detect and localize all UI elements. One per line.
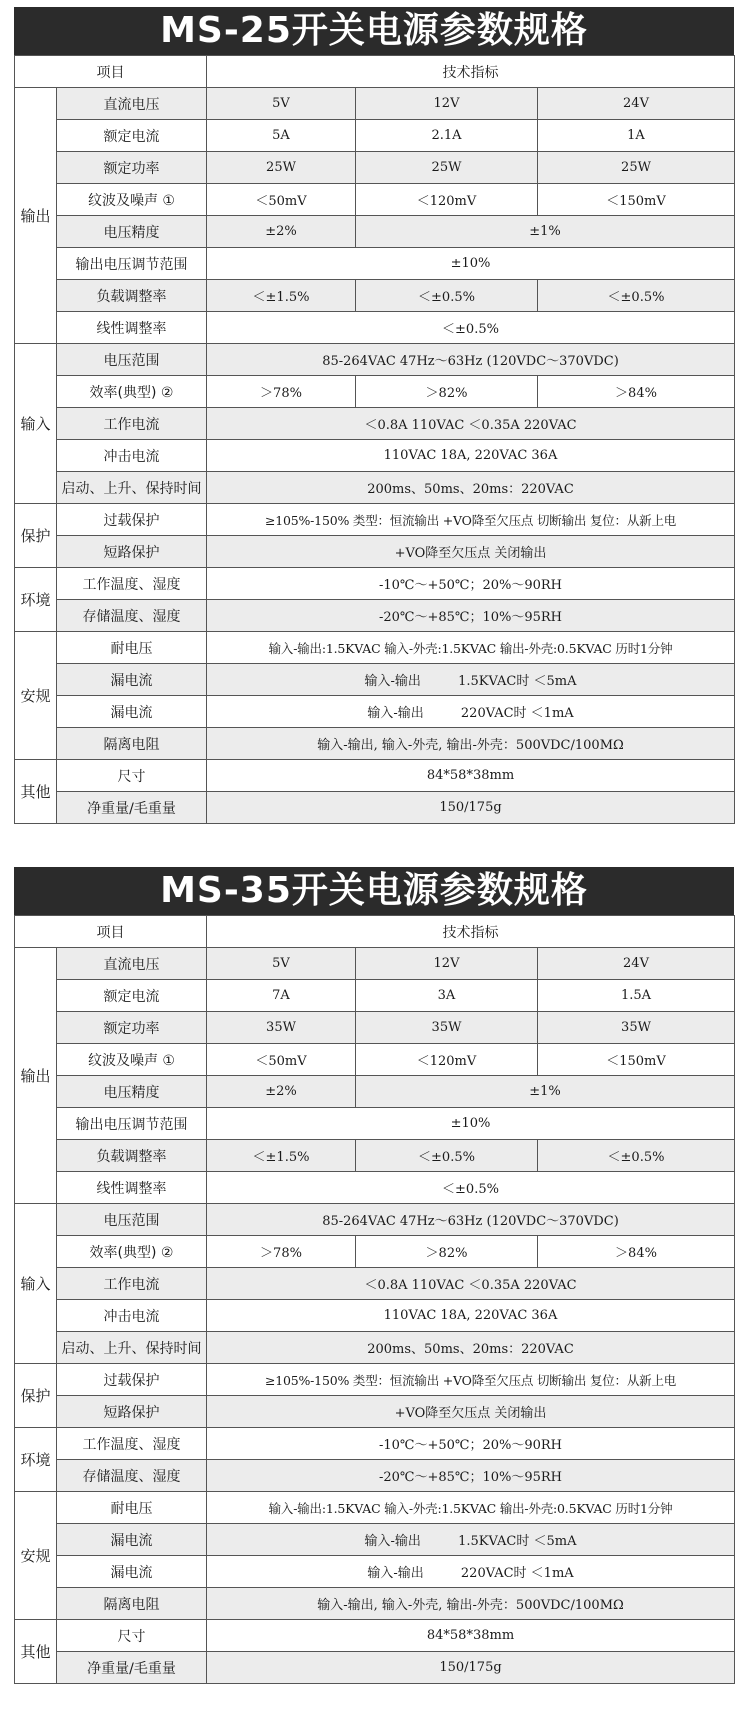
row-label: 漏电流 [57,1556,207,1588]
cell-value: 85-264VAC 47Hz～63Hz (120VDC～370VDC) [207,1204,735,1236]
table-row [15,184,735,216]
group-input: 输入 [15,1204,57,1364]
cell-value: ±10% [207,1108,735,1140]
group-output: 输出 [15,88,57,344]
spec-sheet-ms35 [14,867,734,1684]
cell-value: ＜0.8A 110VAC ＜0.35A 220VAC [207,1268,735,1300]
table-row [15,1364,735,1396]
header-item: 项目 [15,916,207,948]
cell-value: ＜±0.5% [538,1140,735,1172]
row-label: 冲击电流 [57,440,207,472]
group-protection: 保护 [15,504,57,568]
cell-value: 输入-输出 1.5KVAC时 ＜5mA [207,1524,735,1556]
table-row [15,248,735,280]
spec-sheet-ms25 [14,7,734,824]
cell-value: 200ms、50ms、20ms：220VAC [207,1332,735,1364]
table-row [15,536,735,568]
cell-value: ＞84% [538,1236,735,1268]
cell-value: -10℃～+50℃；20%～90RH [207,568,735,600]
table-row [15,88,735,120]
table-row [15,1172,735,1204]
row-label: 存储温度、湿度 [57,1460,207,1492]
table-row [15,980,735,1012]
cell-value: 5A [207,120,356,152]
table-row [15,312,735,344]
header-spec: 技术指标 [207,56,735,88]
table-row [15,760,735,792]
row-label: 负载调整率 [57,1140,207,1172]
table-row [15,1396,735,1428]
table-row [15,1652,735,1684]
table-row [15,120,735,152]
row-label: 过载保护 [57,504,207,536]
table-row [15,1332,735,1364]
cell-value: 84*58*38mm [207,760,735,792]
table-row [15,472,735,504]
table-row [15,568,735,600]
table-row [15,1524,735,1556]
table-row [15,1236,735,1268]
table-row [15,792,735,824]
table-row [15,1108,735,1140]
cell-value: 25W [538,152,735,184]
cell-value: ＜±0.5% [356,1140,538,1172]
row-label: 电压精度 [57,216,207,248]
row-label: 输出电压调节范围 [57,248,207,280]
cell-value: ＞84% [538,376,735,408]
cell-value: 12V [356,948,538,980]
table-row [15,1140,735,1172]
row-label: 存储温度、湿度 [57,600,207,632]
row-label: 纹波及噪声 ① [57,184,207,216]
row-label: 纹波及噪声 ① [57,1044,207,1076]
group-safety: 安规 [15,1492,57,1620]
table-row [15,504,735,536]
row-label: 额定功率 [57,1012,207,1044]
row-label: 效率(典型) ② [57,1236,207,1268]
row-label: 耐电压 [57,632,207,664]
table-row [15,1428,735,1460]
row-label: 净重量/毛重量 [57,792,207,824]
sheet-title: MS-25开关电源参数规格 [14,7,734,55]
table-row [15,1044,735,1076]
table-row [15,344,735,376]
cell-value: ≥105%-150% 类型：恒流输出 +VO降至欠压点 切断输出 复位：从新上电 [207,1364,735,1396]
group-output: 输出 [15,948,57,1204]
row-label: 工作电流 [57,1268,207,1300]
cell-value: ＜±1.5% [207,280,356,312]
cell-value: 24V [538,948,735,980]
row-label: 隔离电阻 [57,1588,207,1620]
table-row [15,408,735,440]
cell-value: 输入-输出 220VAC时 ＜1mA [207,696,735,728]
row-label: 线性调整率 [57,312,207,344]
cell-value: ＜0.8A 110VAC ＜0.35A 220VAC [207,408,735,440]
table-row [15,1204,735,1236]
cell-value: ±2% [207,1076,356,1108]
table-row [15,376,735,408]
group-environment: 环境 [15,568,57,632]
table-row [15,152,735,184]
row-label: 工作电流 [57,408,207,440]
table-row [15,1076,735,1108]
cell-value: 输入-输出:1.5KVAC 输入-外壳:1.5KVAC 输出-外壳:0.5KVAC 历时1分钟 [207,632,735,664]
table-row [15,948,735,980]
cell-value: ＜±0.5% [356,280,538,312]
cell-value: 7A [207,980,356,1012]
cell-value: 1.5A [538,980,735,1012]
group-safety: 安规 [15,632,57,760]
cell-value: ＜120mV [356,1044,538,1076]
row-label: 电压范围 [57,344,207,376]
cell-value: ＜±0.5% [207,1172,735,1204]
row-label: 过载保护 [57,1364,207,1396]
row-label: 直流电压 [57,88,207,120]
row-label: 短路保护 [57,536,207,568]
cell-value: 25W [356,152,538,184]
table-row [15,1556,735,1588]
cell-value: 输入-输出, 输入-外壳, 输出-外壳：500VDC/100MΩ [207,728,735,760]
cell-value: 输入-输出:1.5KVAC 输入-外壳:1.5KVAC 输出-外壳:0.5KVAC 历时1分钟 [207,1492,735,1524]
cell-value: ±2% [207,216,356,248]
cell-value: ＜50mV [207,184,356,216]
table-row [15,728,735,760]
row-label: 效率(典型) ② [57,376,207,408]
group-input: 输入 [15,344,57,504]
row-label: 额定电流 [57,980,207,1012]
row-label: 冲击电流 [57,1300,207,1332]
row-label: 工作温度、湿度 [57,1428,207,1460]
table-row [15,600,735,632]
cell-value: -10℃～+50℃；20%～90RH [207,1428,735,1460]
row-label: 尺寸 [57,760,207,792]
cell-value: ＞82% [356,376,538,408]
cell-value: ＞78% [207,1236,356,1268]
table-row [15,696,735,728]
cell-value: -20℃～+85℃；10%～95RH [207,600,735,632]
table-row [15,216,735,248]
row-label: 直流电压 [57,948,207,980]
row-label: 电压精度 [57,1076,207,1108]
cell-value: ±1% [356,1076,735,1108]
group-protection: 保护 [15,1364,57,1428]
cell-value: 110VAC 18A, 220VAC 36A [207,440,735,472]
cell-value: 24V [538,88,735,120]
cell-value: 5V [207,948,356,980]
table-row [15,440,735,472]
table-row [15,1460,735,1492]
cell-value: 200ms、50ms、20ms：220VAC [207,472,735,504]
row-label: 漏电流 [57,1524,207,1556]
row-label: 漏电流 [57,696,207,728]
table-row [15,1300,735,1332]
cell-value: +VO降至欠压点 关闭输出 [207,536,735,568]
cell-value: ＜150mV [538,184,735,216]
header-row [15,916,735,948]
table-row [15,1492,735,1524]
table-row [15,1588,735,1620]
table-row [15,1620,735,1652]
group-other: 其他 [15,760,57,824]
row-label: 漏电流 [57,664,207,696]
row-label: 输出电压调节范围 [57,1108,207,1140]
cell-value: 12V [356,88,538,120]
spec-table [14,915,735,1684]
cell-value: -20℃～+85℃；10%～95RH [207,1460,735,1492]
cell-value: 25W [207,152,356,184]
cell-value: 85-264VAC 47Hz～63Hz (120VDC～370VDC) [207,344,735,376]
cell-value: ＞78% [207,376,356,408]
row-label: 启动、上升、保持时间 [57,1332,207,1364]
row-label: 净重量/毛重量 [57,1652,207,1684]
cell-value: ＜±0.5% [538,280,735,312]
spec-table [14,55,735,824]
row-label: 隔离电阻 [57,728,207,760]
cell-value: 输入-输出, 输入-外壳, 输出-外壳：500VDC/100MΩ [207,1588,735,1620]
cell-value: 2.1A [356,120,538,152]
cell-value: ＜150mV [538,1044,735,1076]
table-row [15,632,735,664]
table-row [15,664,735,696]
row-label: 负载调整率 [57,280,207,312]
header-row [15,56,735,88]
row-label: 尺寸 [57,1620,207,1652]
row-label: 额定电流 [57,120,207,152]
row-label: 短路保护 [57,1396,207,1428]
cell-value: 5V [207,88,356,120]
cell-value: ＜120mV [356,184,538,216]
group-other: 其他 [15,1620,57,1684]
row-label: 线性调整率 [57,1172,207,1204]
cell-value: ±10% [207,248,735,280]
row-label: 额定功率 [57,152,207,184]
cell-value: ±1% [356,216,735,248]
cell-value: 输入-输出 220VAC时 ＜1mA [207,1556,735,1588]
cell-value: 35W [207,1012,356,1044]
table-row [15,1268,735,1300]
cell-value: 150/175g [207,1652,735,1684]
cell-value: ＞82% [356,1236,538,1268]
row-label: 工作温度、湿度 [57,568,207,600]
cell-value: 输入-输出 1.5KVAC时 ＜5mA [207,664,735,696]
cell-value: ≥105%-150% 类型：恒流输出 +VO降至欠压点 切断输出 复位：从新上电 [207,504,735,536]
cell-value: 150/175g [207,792,735,824]
cell-value: 35W [356,1012,538,1044]
cell-value: ＜±1.5% [207,1140,356,1172]
header-item: 项目 [15,56,207,88]
row-label: 耐电压 [57,1492,207,1524]
cell-value: 3A [356,980,538,1012]
cell-value: +VO降至欠压点 关闭输出 [207,1396,735,1428]
sheet-title: MS-35开关电源参数规格 [14,867,734,915]
header-spec: 技术指标 [207,916,735,948]
cell-value: 35W [538,1012,735,1044]
cell-value: 1A [538,120,735,152]
row-label: 电压范围 [57,1204,207,1236]
cell-value: ＜50mV [207,1044,356,1076]
table-row [15,1012,735,1044]
group-environment: 环境 [15,1428,57,1492]
cell-value: 110VAC 18A, 220VAC 36A [207,1300,735,1332]
row-label: 启动、上升、保持时间 [57,472,207,504]
cell-value: ＜±0.5% [207,312,735,344]
table-row [15,280,735,312]
cell-value: 84*58*38mm [207,1620,735,1652]
